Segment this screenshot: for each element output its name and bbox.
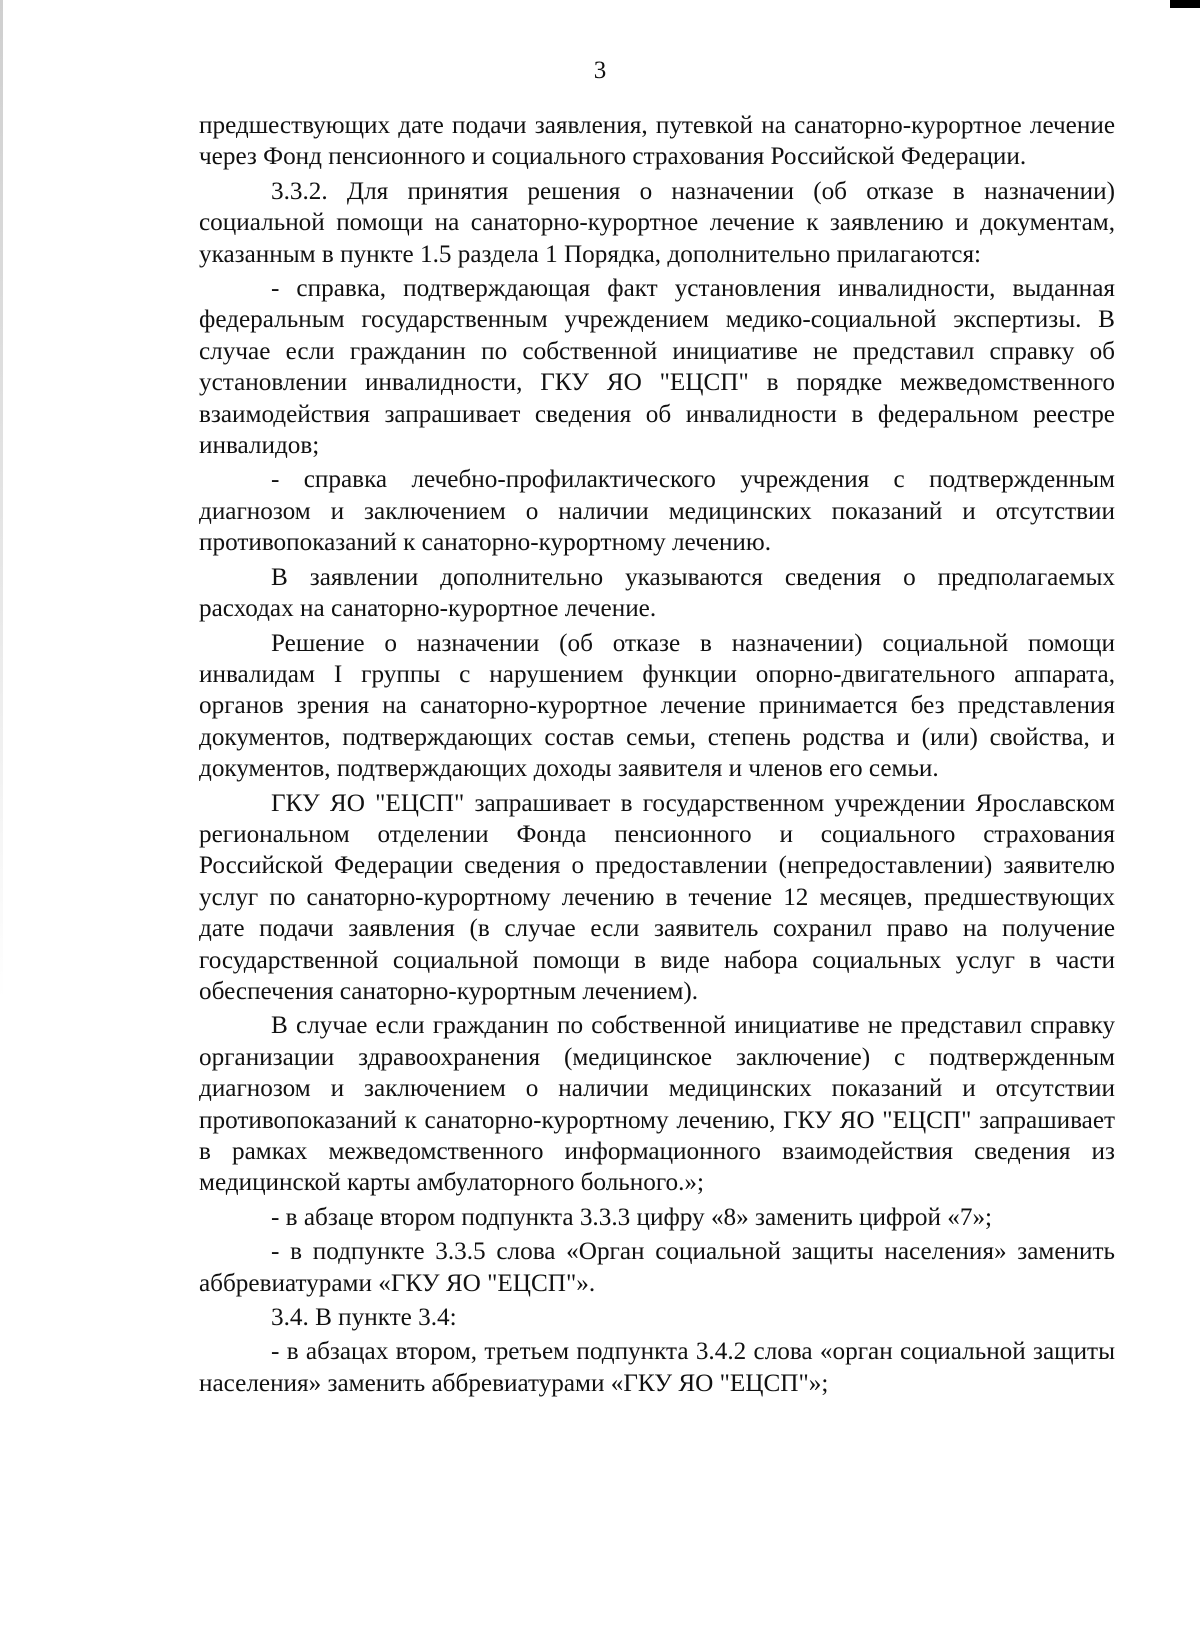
paragraph-3-3-5-amendment: - в подпункте 3.3.5 слова «Орган социальной защиты населения» заменить аббревиатурами «ГКУ ЯО "ЕЦСП"».	[199, 1238, 1115, 1297]
paragraph-medical-certificate: - справка лечебно-профилактического учреждения с подтвержденным диагнозом и заключением о наличии медицинских показаний и отсутствии противопоказаний к санаторно-курортному лечению.	[199, 466, 1115, 557]
paragraph-fund-request: ГКУ ЯО "ЕЦСП" запрашивает в государственном учреждении Ярославском региональном отделении Фонда пенсионного и социального страхования Российской Федерации сведения о предоставлении (непредоставлении) заявителю услуг по санаторно-курортному лечению в течение 12 месяцев, предшествующих дате подачи заявления (в случае если заявитель сохранил право на получение государственной социальной помощи в виде набора социальных услуг в части обеспечения санаторно-курортным лечением).	[199, 789, 1115, 1005]
paragraph-disability-certificate: - справка, подтверждающая факт установления инвалидности, выданная федеральным государственным учреждением медико-социальной экспертизы. В случае если гражданин по собственной инициативе не представил справку об установлении инвалидности, ГКУ ЯО "ЕЦСП" в порядке межведомственного взаимодействия запрашивает сведения об инвалидности в федеральном реестре инвалидов;	[199, 275, 1115, 460]
page-number: 3	[593, 57, 607, 84]
document-body	[199, 110, 1115, 1399]
paragraph-expenses: В заявлении дополнительно указываются сведения о предполагаемых расходах на санаторно-курортное лечение.	[199, 563, 1115, 623]
paragraph-medical-record: В случае если гражданин по собственной инициативе не представил справку организации здравоохранения (медицинское заключение) с подтвержденным диагнозом и заключением о наличии медицинских показаний и отсутствии противопоказаний к санаторно-курортному лечению, ГКУ ЯО "ЕЦСП" запрашивает в рамках межведомственного информационного взаимодействия сведения из медицинской карты амбулаторного больного.»;	[199, 1012, 1115, 1197]
paragraph-3-3-2: 3.3.2. Для принятия решения о назначении (об отказе в назначении) социальной помощи на санаторно-курортное лечение к заявлению и документам, указанным в пункте 1.5 раздела 1 Порядка, дополнительно прилагаются:	[199, 177, 1115, 268]
paragraph-continuation: предшествующих дате подачи заявления, путевкой на санаторно-курортное лечение через Фонд пенсионного и социального страхования Российской Федерации.	[199, 112, 1115, 171]
paragraph-3-4-heading: 3.4. В пункте 3.4:	[271, 1304, 457, 1332]
paragraph-3-4-2-amendment: - в абзацах втором, третьем подпункта 3.4.2 слова «орган социальной защиты населения» заменить аббревиатурами «ГКУ ЯО "ЕЦСП"»;	[199, 1338, 1115, 1397]
paragraph-group-one-decision: Решение о назначении (об отказе в назначении) социальной помощи инвалидам I группы с нарушением функции опорно-двигательного аппарата, органов зрения на санаторно-курортное лечение принимается без представления документов, подтверждающих состав семьи, степень родства и (или) свойства, и документов, подтверждающих доходы заявителя и членов его семьи.	[199, 629, 1115, 783]
paragraph-3-3-3-amendment: - в абзаце втором подпункта 3.3.3 цифру «8» заменить цифрой «7»;	[271, 1203, 993, 1231]
scan-edge-left	[0, 0, 3, 1000]
scan-mark-top-right	[1170, 0, 1200, 8]
